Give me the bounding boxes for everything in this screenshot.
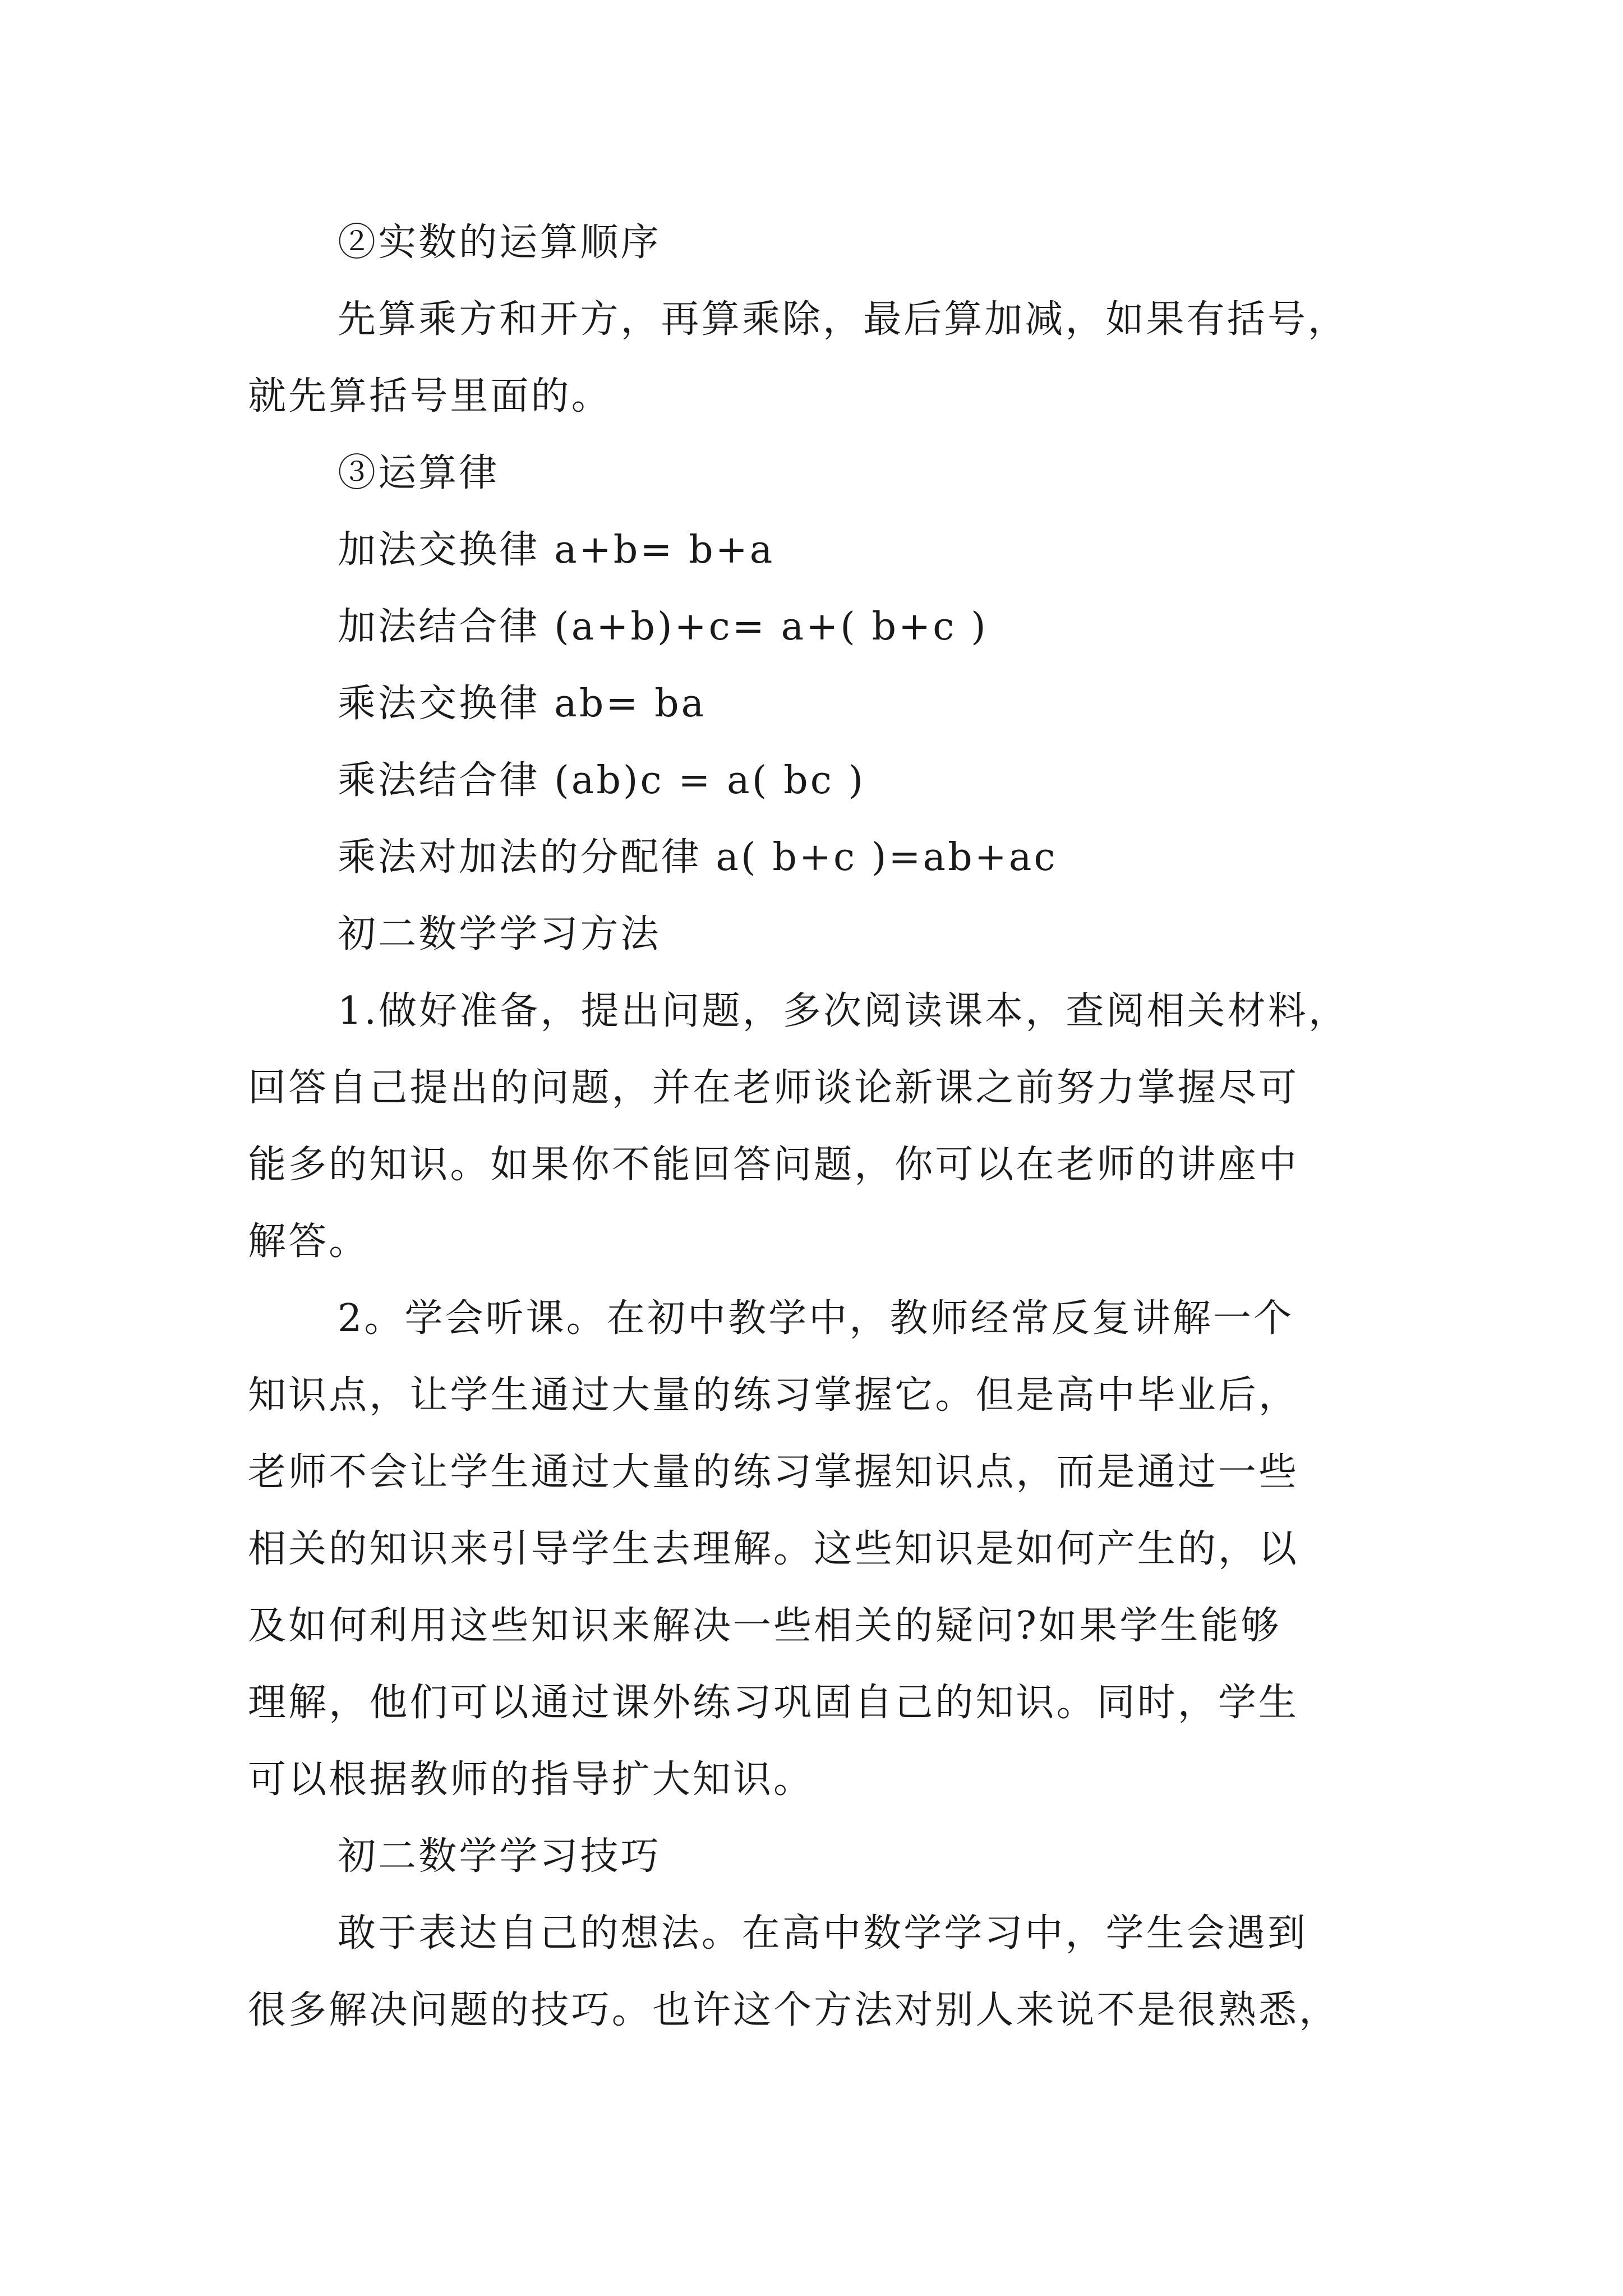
- paragraph-line: 老师不会让学生通过大量的练习掌握知识点，而是通过一些: [248, 1450, 1299, 1494]
- paragraph-line: 回答自己提出的问题，并在老师谈论新课之前努力掌握尽可: [248, 1066, 1299, 1110]
- paragraph-line: 很多解决问题的技巧。也许这个方法对别人来说不是很熟悉，: [248, 1988, 1340, 2032]
- paragraph-line: 就先算括号里面的。: [248, 374, 612, 418]
- paragraph-line: 理解，他们可以通过课外练习巩固自己的知识。同时，学生: [248, 1681, 1299, 1725]
- law-addition-commutative: 加法交换律 a+b= b+a: [338, 528, 775, 572]
- law-multiplication-associative: 乘法结合律 (ab)c = a( bc ): [338, 758, 866, 803]
- subheading-operation-order: ②实数的运算顺序: [338, 220, 661, 265]
- section-heading-techniques: 初二数学学习技巧: [338, 1834, 661, 1879]
- paragraph-line: 1.做好准备，提出问题，多次阅读课本，查阅相关材料，: [338, 989, 1349, 1033]
- paragraph-line: 2。学会听课。在初中教学中，教师经常反复讲解一个: [338, 1296, 1294, 1341]
- paragraph-line: 敢于表达自己的想法。在高中数学学习中，学生会遇到: [338, 1911, 1308, 1955]
- paragraph-line: 先算乘方和开方，再算乘除，最后算加减，如果有括号，: [338, 297, 1349, 342]
- paragraph-line: 解答。: [248, 1220, 370, 1264]
- law-multiplication-commutative: 乘法交换律 ab= ba: [338, 682, 707, 726]
- law-distributive: 乘法对加法的分配律 a( b+c )=ab+ac: [338, 835, 1058, 880]
- law-addition-associative: 加法结合律 (a+b)+c= a+( b+c ): [338, 605, 988, 649]
- paragraph-line: 知识点，让学生通过大量的练习掌握它。但是高中毕业后，: [248, 1373, 1299, 1418]
- paragraph-line: 及如何利用这些知识来解决一些相关的疑问?如果学生能够: [248, 1604, 1281, 1648]
- section-heading-methods: 初二数学学习方法: [338, 912, 661, 956]
- subheading-laws: ③运算律: [338, 451, 500, 495]
- paragraph-line: 能多的知识。如果你不能回答问题，你可以在老师的讲座中: [248, 1143, 1299, 1187]
- paragraph-line: 相关的知识来引导学生去理解。这些知识是如何产生的，以: [248, 1527, 1299, 1571]
- paragraph-line: 可以根据教师的指导扩大知识。: [248, 1757, 814, 1802]
